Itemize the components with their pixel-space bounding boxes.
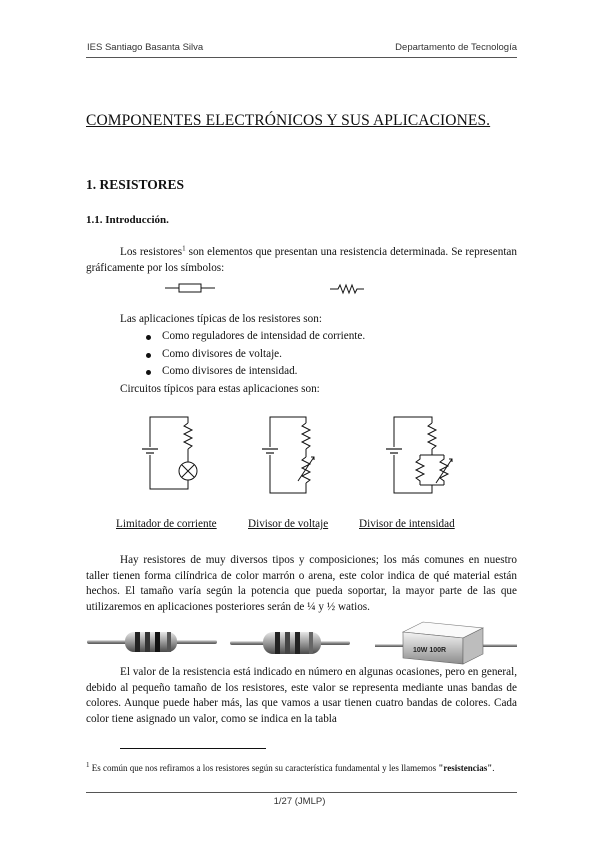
resistor-photo-small [87, 632, 217, 652]
subsection-heading: 1.1. Introducción. [86, 214, 169, 226]
current-divider-circuit [386, 417, 452, 493]
resistor-photo-medium [230, 632, 350, 654]
header-rule [86, 57, 517, 58]
page-number: 1/27 (JMLP) [273, 796, 326, 807]
intro-paragraph [86, 245, 517, 276]
current-limiter-circuit [142, 417, 197, 489]
footnote-ref[interactable]: 1 [182, 244, 186, 253]
ceramic-resistor-label: 10W 100R [413, 647, 447, 654]
fixed-resistor-symbol-icon [165, 281, 215, 295]
caption-current-limiter: Limitador de corriente [116, 518, 217, 530]
intro-text-start: Los resistores [120, 246, 183, 258]
zigzag-resistor-symbol-icon [330, 283, 364, 295]
footnote-bold-term: "resistencias" [438, 763, 493, 773]
footnote [86, 762, 517, 774]
header-school: IES Santiago Basanta Silva [87, 42, 204, 53]
resistor-types-text: Hay resistores de muy diversos tipos y composiciones; los más comunes en nuestro taller tienen forma cilíndrica de color marrón o arena, este color indica de qué material están hechos. El tamaño varía según la potencia que pueda soportar, la mayor parte de las que utilizaremos en aplicaciones posteriores serán de ¼ y ½ watios. [86, 554, 517, 613]
list-item: Como divisores de voltaje. [144, 348, 365, 366]
page-header [87, 42, 517, 53]
resistor-photo-ceramic [375, 622, 517, 664]
resistor-photos [85, 620, 517, 670]
caption-current-divider: Divisor de intensidad [359, 518, 455, 530]
color-bands-text: El valor de la resistencia está indicado en número en algunas ocasiones, pero en general, debido al pequeño tamaño de los resistores, este valor se representa mediante unas bandas de colores. Aunque puede haber más, las que vamos a usar tienen cuatro bandas de colores. Cada color tiene asignado un valor, como se indica en la tabla [86, 666, 517, 725]
footer-rule [86, 792, 517, 793]
list-item: Como divisores de intensidad. [144, 365, 365, 383]
applications-intro: Las aplicaciones típicas de los resistores son: [120, 313, 322, 325]
section-heading: 1. RESISTORES [86, 177, 185, 192]
footnote-mark: 1 [86, 761, 90, 769]
intro-text-end: son elementos que presentan una resistencia determinada. Se representan gráficamente por los símbolos: [86, 246, 517, 274]
footnote-rule [120, 748, 266, 749]
caption-voltage-divider: Divisor de voltaje [248, 518, 329, 530]
color-bands-paragraph [86, 665, 517, 727]
applications-list [144, 330, 365, 383]
document-title: COMPONENTES ELECTRÓNICOS Y SUS APLICACIONES. [86, 112, 491, 129]
circuits-intro: Circuitos típicos para estas aplicaciones son: [120, 383, 320, 395]
footnote-text: Es común que nos refiramos a los resistores según su característica fundamental y les llamemos [89, 763, 439, 773]
voltage-divider-circuit [262, 417, 314, 493]
resistor-types-paragraph [86, 553, 517, 615]
list-item: Como reguladores de intensidad de corriente. [144, 330, 365, 348]
header-department: Departamento de Tecnología [395, 42, 517, 53]
footnote-end: . [492, 763, 495, 773]
circuit-diagrams [100, 405, 460, 510]
